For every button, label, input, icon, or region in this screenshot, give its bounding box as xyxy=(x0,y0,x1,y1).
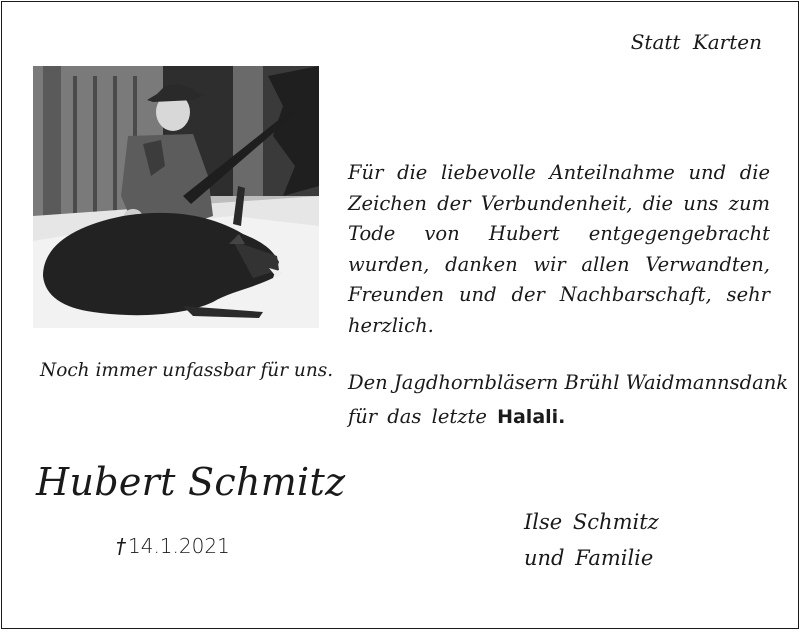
death-date-line xyxy=(116,534,230,558)
signature-block xyxy=(524,504,659,576)
dedication-prefix: für das letzte xyxy=(348,405,487,428)
deceased-name: Hubert Schmitz xyxy=(36,460,346,504)
thanks-paragraph xyxy=(348,158,770,341)
cross-icon: † xyxy=(116,534,126,558)
obituary-card xyxy=(1,1,799,629)
hunter-photo xyxy=(33,66,319,328)
dedication-line-2 xyxy=(348,400,788,434)
halali-emphasis: Halali. xyxy=(497,406,566,428)
hunter-with-boar-image xyxy=(33,66,319,328)
dedication-paragraph xyxy=(348,366,788,434)
signature-line-2: und Familie xyxy=(524,546,654,570)
dedication-line-1: Den Jagdhornbläsern Brühl Waidmannsdank xyxy=(348,371,789,394)
motto-text: Noch immer unfassbar für uns. xyxy=(40,360,334,381)
thanks-text: Für die liebevolle Anteilnahme und die Zeichen der Verbundenheit, die uns zum Tode von Hubert entgegengebracht wurden, danken wir allen Verwandten, Freunden und der Nachbarschaft, sehr herzlich. xyxy=(348,161,770,337)
statt-karten-label: Statt Karten xyxy=(630,30,762,54)
death-date: 14.1.2021 xyxy=(128,534,230,558)
signature-line-1: Ilse Schmitz xyxy=(524,510,659,534)
